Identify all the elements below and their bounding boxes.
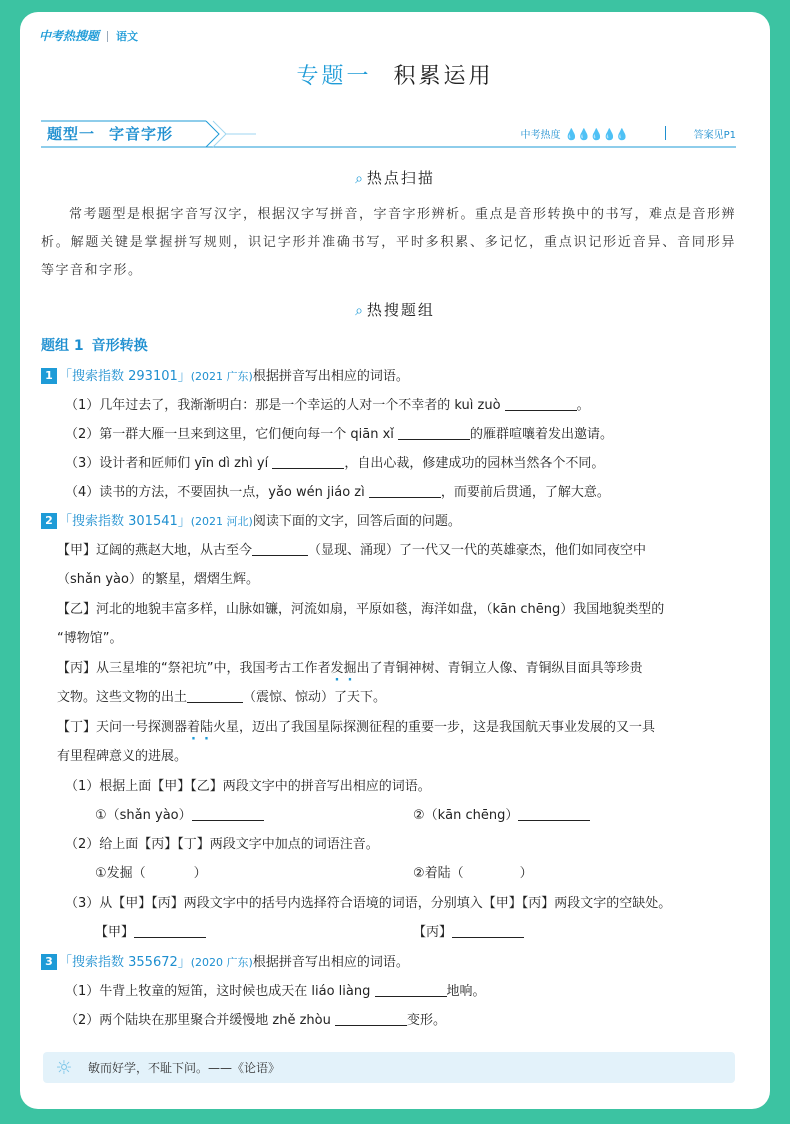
q1-item-1 — [65, 396, 590, 416]
item-text: （4）读书的方法，不要固执一点，yǎo wén jiáo zì — [65, 485, 369, 500]
answer-blank[interactable] — [369, 483, 441, 498]
type-name: 字音字形 — [109, 125, 174, 143]
passage-text: 文物。这些文物的出土 — [57, 690, 188, 705]
section-title: 热点扫描 — [366, 169, 435, 187]
group-name: 音形转换 — [91, 338, 148, 354]
magnifier-icon: ⌕ — [355, 171, 365, 187]
sub-item-label: ②（kān chēng） — [413, 808, 519, 823]
subject-label: 语文 — [116, 30, 139, 43]
answer-blank[interactable] — [505, 396, 577, 411]
q2-sub-2-a — [95, 864, 207, 884]
heat-label: 中考热度 — [520, 130, 561, 141]
item-text: （2）两个陆块在那里聚合并缓慢地 zhě zhòu — [65, 1013, 335, 1028]
sub-item-label: 【甲】 — [95, 925, 135, 940]
passage-bing-line-2 — [57, 688, 386, 708]
question-2-stem — [41, 512, 461, 532]
question-source: (2021 河北) — [190, 515, 253, 528]
answer-blank[interactable] — [335, 1011, 407, 1026]
q2-sub-1-a — [95, 806, 264, 826]
passage-text: 【丙】从三星堆的“祭祀坑”中，我国考古工作者 — [57, 661, 331, 676]
section-hot-search — [20, 299, 770, 320]
dotted-char: 陆 — [200, 720, 214, 735]
answer-blank[interactable] — [375, 982, 447, 997]
close-paren: ） — [193, 866, 207, 881]
question-instruction: 根据拼音写出相应的词语。 — [252, 955, 409, 970]
item-text-end: ，而要前后贯通，了解大意。 — [440, 485, 610, 500]
q3-item-2 — [65, 1011, 446, 1031]
passage-text: （震惊、惊动）了天下。 — [243, 690, 387, 705]
answer-reference: 答案见P1 — [693, 130, 736, 141]
question-instruction: 阅读下面的文字，回答后面的问题。 — [252, 514, 461, 529]
magnifier-icon: ⌕ — [355, 303, 365, 319]
answer-blank[interactable] — [134, 923, 206, 938]
question-source: (2021 广东) — [190, 370, 253, 383]
question-number-badge: 2 — [41, 513, 57, 529]
question-number-badge: 3 — [41, 954, 57, 970]
item-text: （2）第一群大雁一旦来到这里，它们便向每一个 qiān xǐ — [65, 427, 399, 442]
sub-item-label: 【丙】 — [413, 925, 453, 940]
title-topic-name: 积累运用 — [393, 64, 494, 89]
close-paren: ） — [519, 866, 533, 881]
section-title: 热搜题组 — [366, 301, 435, 319]
dotted-char: 发 — [330, 661, 344, 676]
passage-ding-line-2: 有里程碑意义的进展。 — [57, 749, 188, 764]
q2-sub-3: （3）从【甲】【丙】两段文字中的括号内选择符合语境的词语，分别填入【甲】【丙】两段文字的空缺处。 — [65, 896, 672, 911]
q2-sub-2-b — [413, 864, 533, 884]
answer-blank[interactable] — [272, 454, 344, 469]
answer-blank[interactable] — [452, 923, 524, 938]
passage-bing-line-1 — [57, 659, 643, 679]
item-text-end: 的雁群喧嚷着发出邀请。 — [470, 427, 614, 442]
footer-quote-bar — [43, 1052, 735, 1083]
page-header — [39, 26, 138, 46]
type-bar-divider — [665, 126, 666, 140]
passage-jia-line-1 — [57, 541, 646, 561]
item-text-end: 地响。 — [446, 984, 486, 999]
question-number-badge: 1 — [41, 368, 57, 384]
question-1-stem — [41, 367, 409, 387]
sub-item-label: ①（shǎn yào） — [95, 808, 192, 823]
page-title — [20, 60, 770, 94]
q3-item-1 — [65, 982, 486, 1002]
q1-item-4 — [65, 483, 610, 503]
search-index-tag: 「搜索指数 301541」 — [59, 514, 191, 529]
question-instruction: 根据拼音写出相应的词语。 — [252, 369, 409, 384]
answer-blank[interactable] — [187, 688, 243, 703]
sub-item-label: ①发掘（ — [95, 866, 146, 881]
q1-item-3 — [65, 454, 604, 474]
header-divider — [107, 31, 108, 42]
dotted-char: 着 — [187, 720, 201, 735]
q2-sub-1: （1）根据上面【甲】【乙】两段文字中的拼音写出相应的词语。 — [65, 779, 431, 794]
section-hot-scan — [20, 167, 770, 188]
answer-blank[interactable] — [192, 806, 264, 821]
item-text-end: ，自出心裁，修建成功的园林当然各个不同。 — [344, 456, 605, 471]
heat-flame-icon: 💧💧💧💧💧 — [564, 128, 628, 141]
passage-jia-line-2: （shǎn yào）的繁星，熠熠生辉。 — [57, 572, 259, 587]
search-index-tag: 「搜索指数 293101」 — [59, 369, 191, 384]
dotted-char: 掘 — [343, 661, 357, 676]
passage-text: 【丁】天问一号探测器 — [57, 720, 188, 735]
answer-blank[interactable] — [518, 806, 590, 821]
item-text: （1）几年过去了，我渐渐明白：那是一个幸运的人对一个不幸者的 kuì zuò — [65, 398, 505, 413]
item-text-end: 变形。 — [407, 1013, 447, 1028]
sub-item-label: ②着陆（ — [413, 866, 464, 881]
item-text-end: 。 — [576, 398, 590, 413]
group-label: 题组 1 — [41, 338, 84, 354]
page — [20, 12, 770, 1109]
brand-logo: 中考热搜题 — [39, 29, 100, 43]
q2-sub-2: （2）给上面【丙】【丁】两段文字中加点的词语注音。 — [65, 837, 379, 852]
question-3-stem — [41, 953, 409, 973]
passage-yi-line-1: 【乙】河北的地貌丰富多样，山脉如镰，河流如扇，平原如毯，海洋如盘，（kān chēng）我国地貌类型的 — [57, 602, 665, 617]
question-group-title — [41, 335, 148, 355]
question-type-bar — [41, 120, 736, 148]
q2-sub-3-b — [413, 923, 524, 943]
passage-text: 火星，迈出了我国星际探测征程的重要一步，这是我国航天事业发展的又一具 — [213, 720, 656, 735]
type-number: 题型一 — [47, 125, 96, 143]
answer-blank[interactable] — [398, 425, 470, 440]
passage-ding-line-1 — [57, 718, 655, 738]
answer-blank[interactable] — [252, 541, 308, 556]
q2-sub-3-a — [95, 923, 206, 943]
passage-text: （显现、涌现）了一代又一代的英雄豪杰，他们如同夜空中 — [308, 543, 647, 558]
item-text: （1）牛背上牧童的短笛，这时候也成天在 liáo liàng — [65, 984, 375, 999]
title-topic-number: 专题一 — [296, 64, 372, 89]
passage-yi-line-2: “博物馆”。 — [57, 631, 123, 646]
passage-text: 出了青铜神树、青铜立人像、青铜纵目面具等珍贵 — [356, 661, 643, 676]
q1-item-2 — [65, 425, 613, 445]
search-index-tag: 「搜索指数 355672」 — [59, 955, 191, 970]
q2-sub-1-b — [413, 806, 590, 826]
question-type-label — [47, 123, 173, 144]
sun-icon: ☼ — [55, 1057, 73, 1079]
passage-text: 【甲】辽阔的燕赵大地，从古至今 — [57, 543, 253, 558]
scan-paragraph: 常考题型是根据字音写汉字，根据汉字写拼音，字音字形辨析。重点是音形转换中的书写，难点是音形辨析。解题关键是掌握拼写规则，识记字形并准确书写，平时多积累、多记忆，重点识记形近音异、音同形异等字音和字形。 — [41, 207, 737, 278]
item-text: （3）设计者和匠师们 yīn dì zhì yí — [65, 456, 273, 471]
question-source: (2020 广东) — [190, 956, 253, 969]
footer-quote: 敏而好学，不耻下问。——《论语》 — [88, 1061, 281, 1075]
exam-heat — [521, 126, 628, 141]
